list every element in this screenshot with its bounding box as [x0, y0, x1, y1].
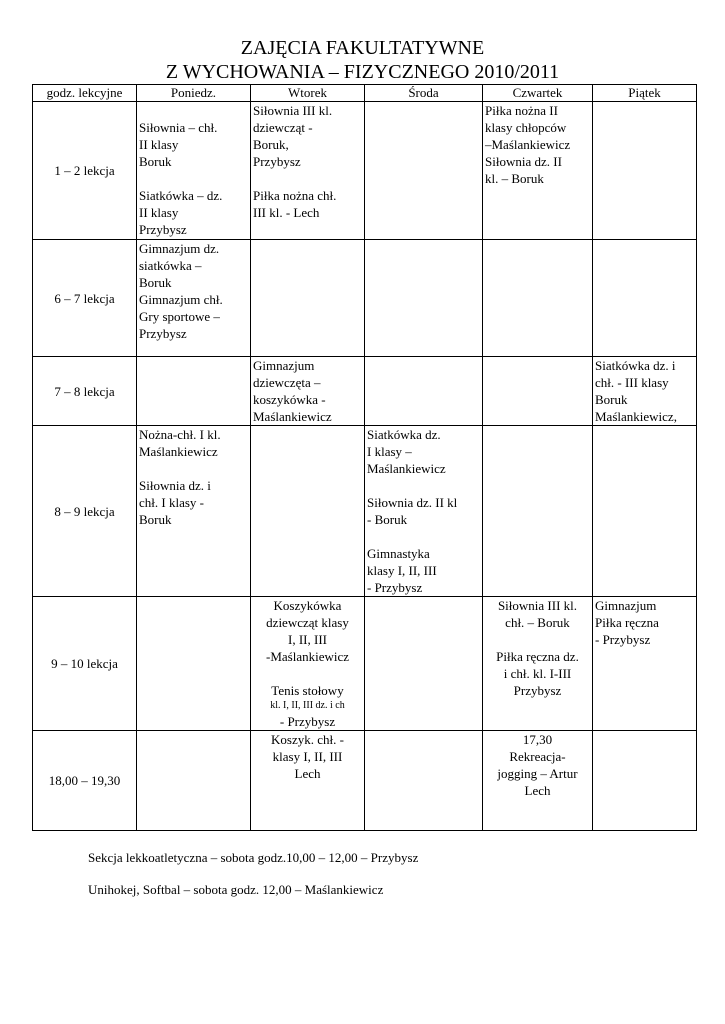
cell-thursday: [483, 357, 593, 426]
cell-text-line: –Maślankiewicz: [485, 137, 571, 152]
cell-text-line: Siatkówka dz. i: [595, 358, 676, 373]
cell-text-line: Gimnazjum chł.: [139, 292, 223, 307]
cell-tuesday: [251, 240, 365, 357]
cell-wednesday: [365, 426, 483, 597]
cell-text-line: Przybysz: [139, 222, 187, 237]
cell-text-line: i chł. kl. I-III: [503, 666, 572, 681]
cell-text-line: Siatkówka – dz.: [139, 188, 223, 203]
cell-text-line: Siłownia dz. II: [485, 154, 562, 169]
header-row: [33, 85, 697, 102]
cell-text-line: koszykówka -: [253, 392, 326, 407]
cell-text-line: - Przybysz: [279, 714, 336, 729]
cell-text-line: Piłka nożna chł.: [253, 188, 337, 203]
cell-text-line: I klasy –: [367, 444, 412, 459]
cell-text-line: Lech: [524, 783, 551, 798]
cell-thursday: [483, 102, 593, 240]
cell-text-line: Piłka ręczna: [595, 615, 659, 630]
header-wednesday: Środa: [365, 85, 483, 102]
cell-text-line: siatkówka –: [139, 258, 202, 273]
cell-text-line: Gimnazjum: [595, 598, 657, 613]
cell-monday: [137, 731, 251, 831]
cell-spacer: [367, 477, 480, 494]
header-tuesday: Wtorek: [251, 85, 365, 102]
cell-tuesday: [251, 426, 365, 597]
cell-text-line: Gimnazjum dz.: [139, 241, 220, 256]
table-row: [33, 426, 697, 597]
period-label: 8 – 9 lekcja: [33, 426, 137, 597]
cell-spacer: [253, 665, 362, 682]
cell-text-line: Nożna-chł. I kl.: [139, 427, 221, 442]
cell-text-line: kl. I, II, III dz. i ch: [270, 700, 345, 711]
period-label: 7 – 8 lekcja: [33, 357, 137, 426]
cell-text-line: Siłownia III kl.: [253, 103, 333, 118]
cell-text-line: Boruk,: [253, 137, 289, 152]
cell-text-line: - Przybysz: [595, 632, 651, 647]
cell-wednesday: [365, 597, 483, 731]
cell-spacer: [139, 102, 248, 119]
cell-text-line: - Boruk: [367, 512, 408, 527]
cell-text-line: -Maślankiewicz: [265, 649, 350, 664]
cell-text-line: Boruk: [139, 512, 172, 527]
cell-spacer: [139, 170, 248, 187]
cell-monday: [137, 240, 251, 357]
header-monday: Poniedz.: [137, 85, 251, 102]
cell-text-line: chł. - III klasy: [595, 375, 669, 390]
period-label: 1 – 2 lekcja: [33, 102, 137, 240]
cell-friday: [593, 357, 697, 426]
cell-text-line: dziewcząt klasy: [266, 615, 349, 630]
cell-text-line: Piłka ręczna dz.: [496, 649, 579, 664]
table-row: [33, 357, 697, 426]
header-friday: Piątek: [593, 85, 697, 102]
cell-text-line: Tenis stołowy: [271, 683, 344, 698]
cell-spacer: [253, 170, 362, 187]
cell-text-line: Przybysz: [253, 154, 301, 169]
cell-text-line: II klasy: [139, 137, 179, 152]
cell-text-line: Siłownia dz. II kl: [367, 495, 458, 510]
cell-wednesday: [365, 240, 483, 357]
cell-tuesday: [251, 102, 365, 240]
cell-friday: [593, 731, 697, 831]
cell-thursday: [483, 731, 593, 831]
cell-text-line: Gimnastyka: [367, 546, 430, 561]
cell-text-line: Siłownia dz. i: [139, 478, 211, 493]
cell-text-line: Maślankiewicz,: [595, 409, 677, 424]
table-row: [33, 731, 697, 831]
cell-text-line: Maślankiewicz: [139, 444, 218, 459]
cell-text-line: klasy chłopców: [485, 120, 567, 135]
cell-text-line: Boruk: [595, 392, 628, 407]
cell-text-line: Siłownia III kl.: [497, 598, 578, 613]
cell-text-line: chł. I klasy -: [139, 495, 204, 510]
table-row: [33, 102, 697, 240]
cell-text-line: Boruk: [139, 154, 172, 169]
cell-text-line: Maślankiewicz: [253, 409, 332, 424]
cell-text-line: Przybysz: [139, 326, 187, 341]
cell-text-line: I, II, III: [288, 632, 327, 647]
cell-friday: [593, 240, 697, 357]
cell-spacer: [139, 460, 248, 477]
cell-tuesday: [251, 731, 365, 831]
cell-text-line: Gimnazjum: [253, 358, 315, 373]
cell-text-line: Siatkówka dz.: [367, 427, 441, 442]
cell-text-line: Rekreacja-: [509, 749, 566, 764]
cell-text-line: Lech: [294, 766, 321, 781]
period-label: 18,00 – 19,30: [33, 731, 137, 831]
cell-monday: [137, 102, 251, 240]
cell-text-line: Gry sportowe –: [139, 309, 220, 324]
cell-text-line: Boruk: [139, 275, 172, 290]
cell-text-line: 17,30: [522, 732, 553, 747]
cell-text-line: Przybysz: [513, 683, 562, 698]
cell-wednesday: [365, 102, 483, 240]
table-row: [33, 240, 697, 357]
cell-monday: [137, 357, 251, 426]
cell-text-line: kl. – Boruk: [485, 171, 544, 186]
cell-wednesday: [365, 731, 483, 831]
cell-friday: [593, 597, 697, 731]
footer-athletics-note: Sekcja lekkoatletyczna – sobota godz.10,00 – 12,00 – Przybysz: [88, 850, 419, 865]
cell-text-line: dziewczęta –: [253, 375, 321, 390]
cell-friday: [593, 102, 697, 240]
cell-spacer: [367, 528, 480, 545]
cell-text-line: klasy I, II, III: [272, 749, 343, 764]
cell-text-line: II klasy: [139, 205, 179, 220]
cell-text-line: Koszykówka: [273, 598, 342, 613]
document-title-line-1: ZAJĘCIA FAKULTATYWNE: [240, 37, 485, 59]
footer-unihockey-note: Unihokej, Softbal – sobota godz. 12,00 – Maślankiewicz: [88, 882, 384, 897]
period-label: 6 – 7 lekcja: [33, 240, 137, 357]
schedule-table: [32, 84, 697, 831]
cell-thursday: [483, 240, 593, 357]
header-period: godz. lekcyjne: [33, 85, 137, 102]
table-row: [33, 597, 697, 731]
cell-thursday: [483, 597, 593, 731]
cell-friday: [593, 426, 697, 597]
cell-text-line: klasy I, II, III: [367, 563, 437, 578]
cell-wednesday: [365, 357, 483, 426]
cell-tuesday: [251, 357, 365, 426]
cell-text-line: Siłownia – chł.: [139, 120, 218, 135]
cell-monday: [137, 426, 251, 597]
cell-tuesday: [251, 597, 365, 731]
header-thursday: Czwartek: [483, 85, 593, 102]
cell-text-line: jogging – Artur: [497, 766, 578, 781]
cell-text-line: III kl. - Lech: [253, 205, 320, 220]
document-title-line-2: Z WYCHOWANIA – FIZYCZNEGO 2010/2011: [165, 61, 560, 83]
cell-text-line: Maślankiewicz: [367, 461, 446, 476]
cell-text-line: Piłka nożna II: [485, 103, 558, 118]
cell-text-line: dziewcząt -: [253, 120, 313, 135]
cell-text-line: chł. – Boruk: [505, 615, 570, 630]
cell-text-line: Koszyk. chł. -: [271, 732, 344, 747]
cell-spacer: [485, 631, 590, 648]
cell-monday: [137, 597, 251, 731]
period-label: 9 – 10 lekcja: [33, 597, 137, 731]
cell-text-line: - Przybysz: [367, 580, 423, 595]
cell-thursday: [483, 426, 593, 597]
